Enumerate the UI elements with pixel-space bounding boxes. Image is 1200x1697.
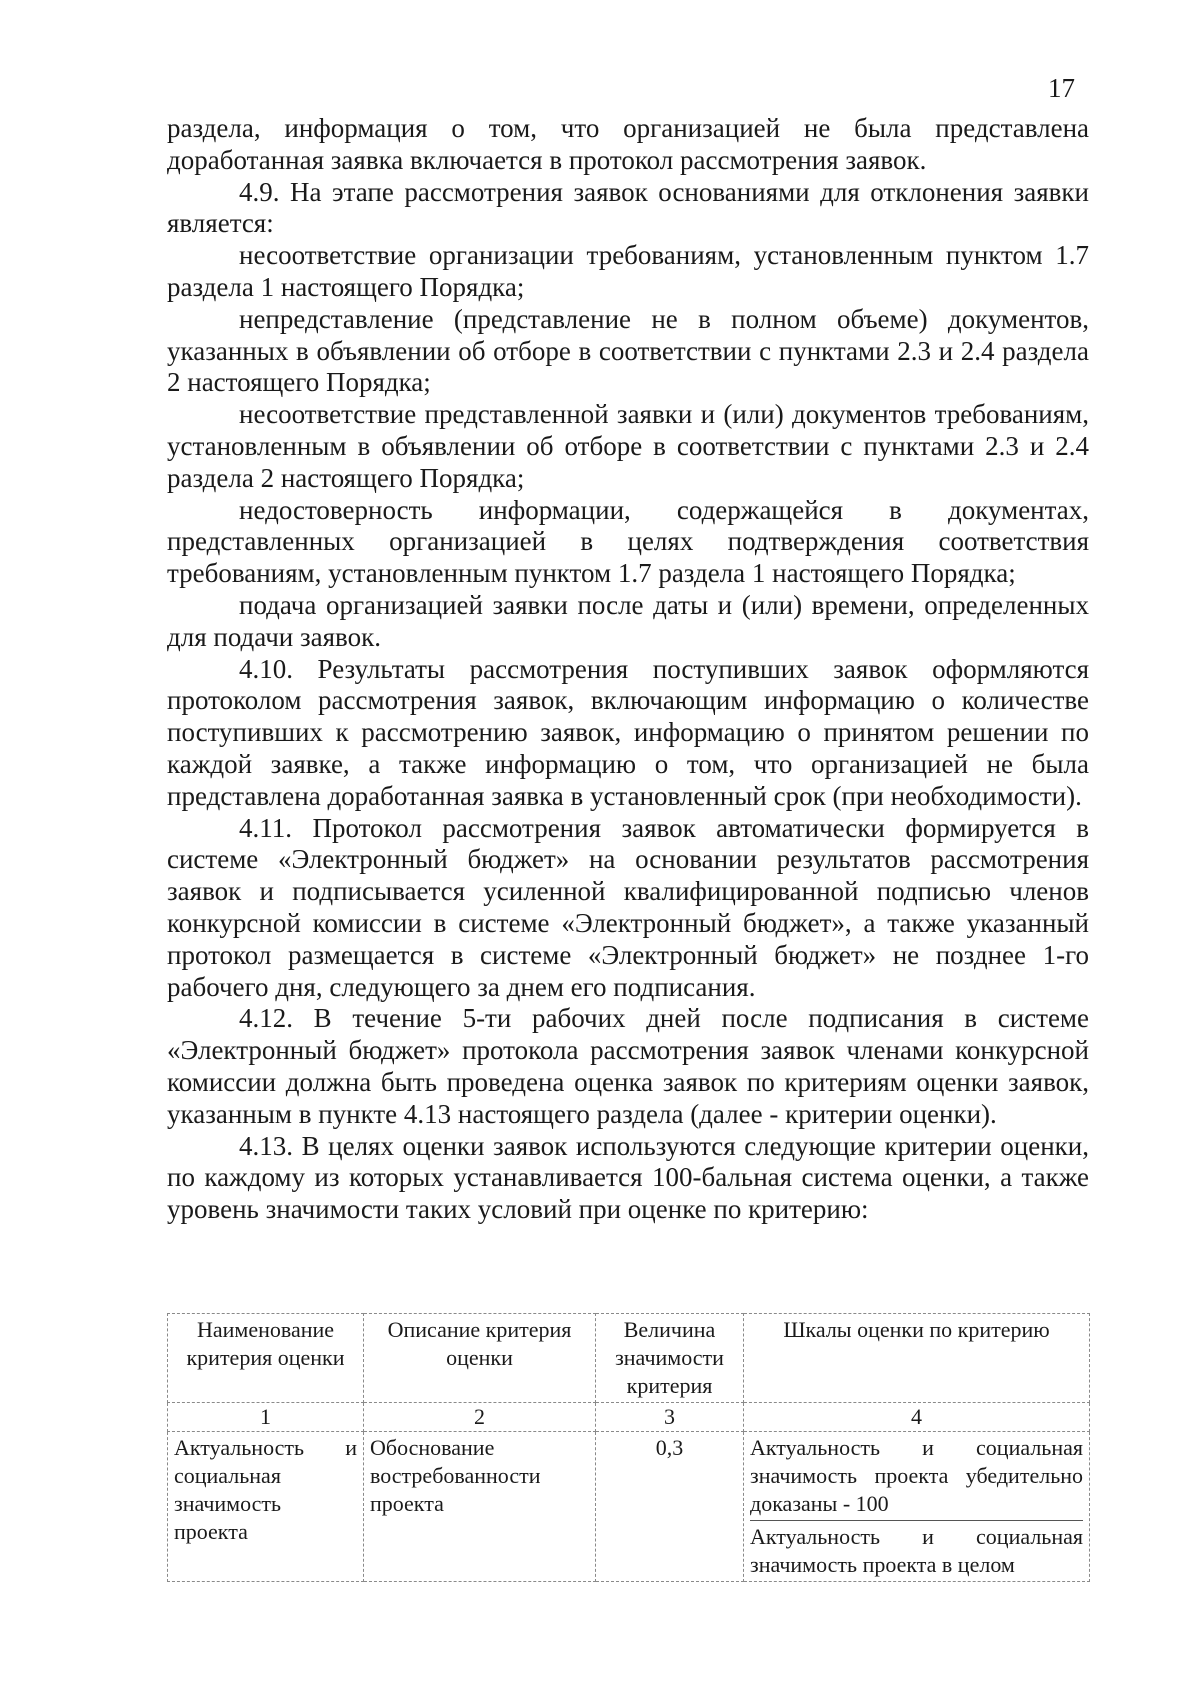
- column-number: 1: [168, 1403, 364, 1432]
- page-number: 17: [1048, 73, 1075, 103]
- table-header-weight: Величина значимости критерия: [596, 1314, 744, 1403]
- table-header-name: Наименование критерия оценки: [168, 1314, 364, 1403]
- paragraph-4-10: 4.10. Результаты рассмотрения поступивших заявок оформляются протоколом рассмотрения заявок, включающим информацию о количестве поступивших к рассмотрению заявок, информацию о принятом решении по каждой заявке, а также информацию о том, что организацией не была представлена доработанная заявка в установленный срок (при необходимости).: [167, 653, 1089, 811]
- column-number: 2: [364, 1403, 596, 1432]
- paragraph-rejection-reason-5: подача организацией заявки после даты и (или) времени, определенных для подачи заявок.: [167, 589, 1089, 652]
- scale-item: Актуальность и социальная значимость проекта убедительно доказаны - 100: [750, 1434, 1083, 1521]
- paragraph-rejection-reason-4: недостоверность информации, содержащейся в документах, представленных организацией в целях подтверждения соответствия требованиям, установленным пунктом 1.7 раздела 1 настоящего Порядка;: [167, 494, 1089, 589]
- paragraph-4-12: 4.12. В течение 5-ти рабочих дней после подписания в системе «Электронный бюджет» протокола рассмотрения заявок членами конкурсной комиссии должна быть проведена оценка заявок по критериям оценки заявок, указанным в пункте 4.13 настоящего раздела (далее - критерии оценки).: [167, 1003, 1089, 1129]
- column-number: 3: [596, 1403, 744, 1432]
- paragraph-4-9: 4.9. На этапе рассмотрения заявок основаниями для отклонения заявки является:: [167, 176, 1089, 239]
- paragraph-rejection-reason-3: несоответствие представленной заявки и (или) документов требованиям, установленным в объявлении об отборе в соответствии с пунктами 2.3 и 2.4 раздела 2 настоящего Порядка;: [167, 399, 1089, 493]
- document-body: [167, 113, 1089, 1226]
- criterion-description: Обоснование востребованности проекта: [364, 1432, 596, 1582]
- table-row: [168, 1432, 1090, 1582]
- table-header-description: Описание критерия оценки: [364, 1314, 596, 1403]
- criterion-weight: 0,3: [596, 1432, 744, 1582]
- criterion-name: Актуальность и социальная значимость проекта: [168, 1432, 364, 1582]
- paragraph-4-13: 4.13. В целях оценки заявок используются следующие критерии оценки, по каждому из которых устанавливается 100-бальная система оценки, а также уровень значимости таких условий при оценке по критерию:: [167, 1130, 1089, 1225]
- paragraph-rejection-reason-2: непредставление (представление не в полном объеме) документов, указанных в объявлении об отборе в соответствии с пунктами 2.3 и 2.4 раздела 2 настоящего Порядка;: [167, 303, 1089, 398]
- criteria-table: [167, 1313, 1090, 1582]
- scale-item: Актуальность и социальная значимость проекта в целом: [750, 1524, 1083, 1577]
- table-header-row: [168, 1314, 1090, 1403]
- table-column-number-row: [168, 1403, 1090, 1432]
- table-header-scales: Шкалы оценки по критерию: [744, 1314, 1090, 1403]
- paragraph-rejection-reason-1: несоответствие организации требованиям, установленным пунктом 1.7 раздела 1 настоящего Порядка;: [167, 240, 1089, 302]
- column-number: 4: [744, 1403, 1090, 1432]
- criterion-scales: [744, 1432, 1090, 1582]
- paragraph-4-11: 4.11. Протокол рассмотрения заявок автоматически формируется в системе «Электронный бюджет» на основании результатов рассмотрения заявок и подписывается усиленной квалифицированной подписью членов конкурсной комиссии в системе «Электронный бюджет», а также указанный протокол размещается в системе «Электронный бюджет» не позднее 1-го рабочего дня, следующего за днем его подписания.: [167, 812, 1089, 1002]
- paragraph-continuation: раздела, информация о том, что организацией не была представлена доработанная заявка включается в протокол рассмотрения заявок.: [167, 113, 1089, 175]
